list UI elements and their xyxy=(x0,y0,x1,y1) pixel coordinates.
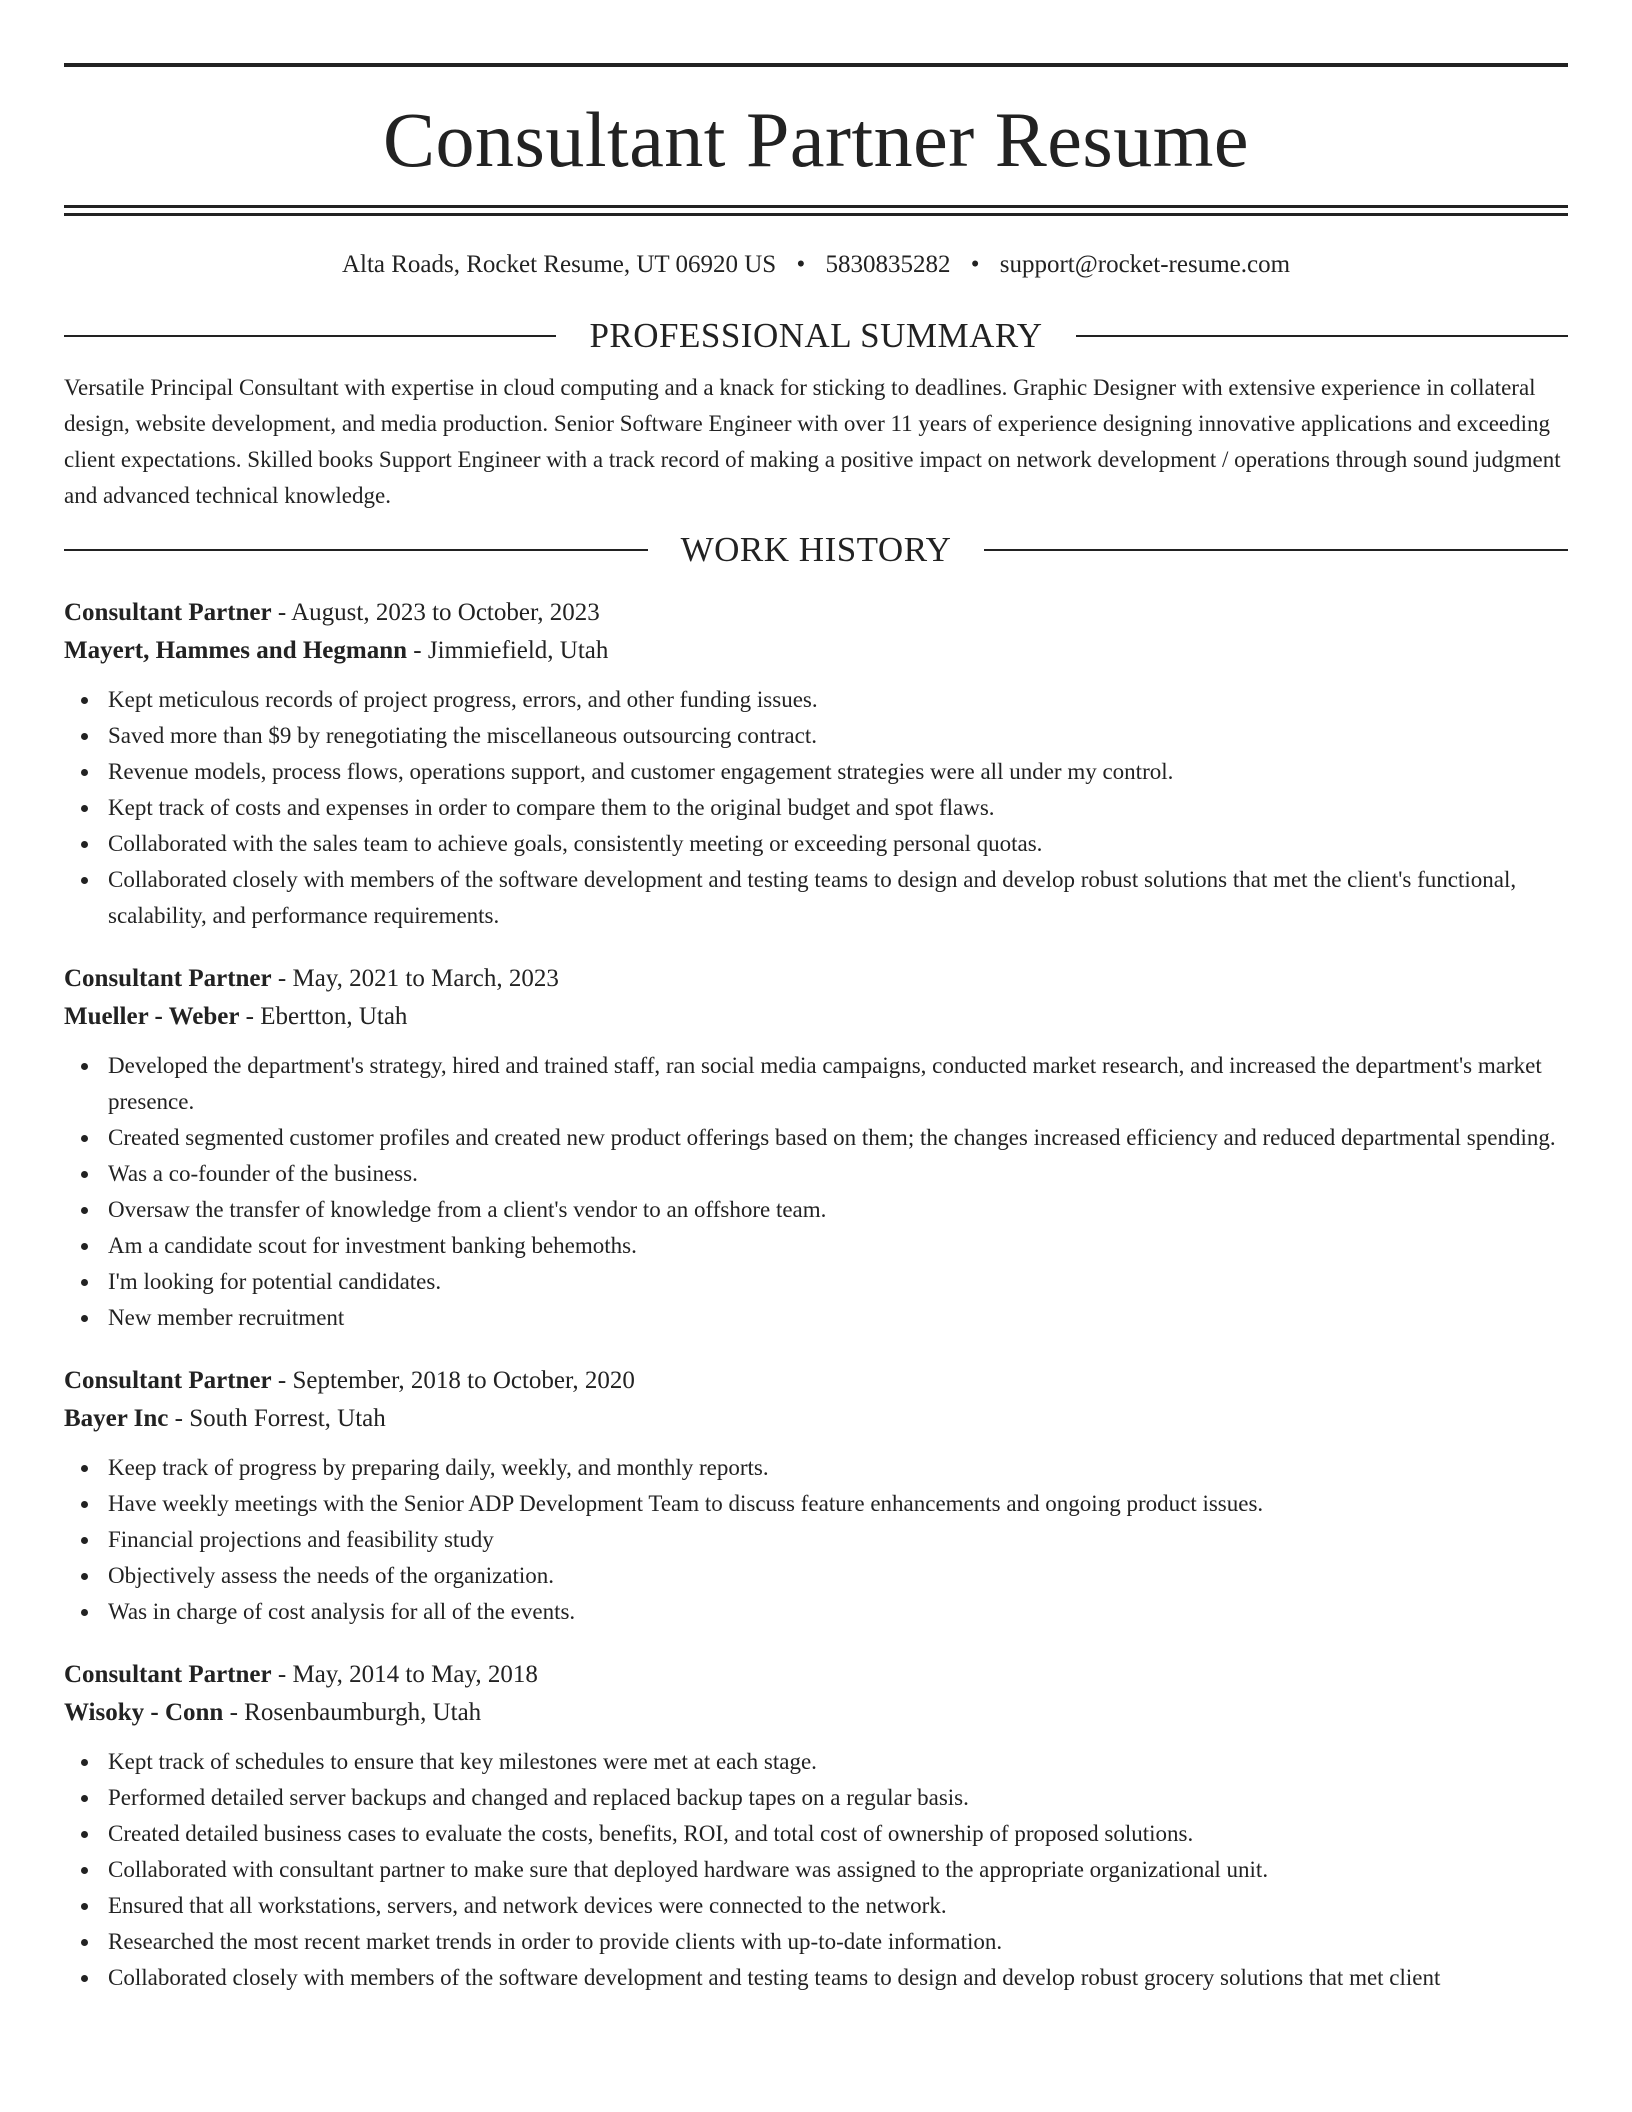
job-bullet: Kept track of schedules to ensure that key milestones were met at each stage. xyxy=(108,1744,1568,1780)
job-bullet: Collaborated closely with members of the software development and testing teams to design and develop robust grocery solutions that met client xyxy=(108,1960,1568,1996)
job-bullet: Ensured that all workstations, servers, and network devices were connected to the network. xyxy=(108,1888,1568,1924)
summary-heading xyxy=(64,316,1568,356)
summary-text: Versatile Principal Consultant with expertise in cloud computing and a knack for sticking to deadlines. Graphic Designer with extensive experience in collateral design, website development, and media production. Senior Software Engineer with over 11 years of experience designing innovative applications and exceeding client expectations. Skilled books Support Engineer with a track record of making a positive impact on network development / operations through sound judgment and advanced technical knowledge. xyxy=(64,375,1561,508)
top-rule xyxy=(64,63,1568,67)
job-bullet: Saved more than $9 by renegotiating the miscellaneous outsourcing contract. xyxy=(108,718,1568,754)
contact-email: support@rocket-resume.com xyxy=(999,251,1291,278)
job-location: Jimmiefield, Utah xyxy=(427,637,609,664)
job-bullet: Was a co-founder of the business. xyxy=(108,1156,1568,1192)
contact-line xyxy=(64,250,1568,280)
job-title-line xyxy=(64,1362,1568,1400)
job-company: Mayert, Hammes and Hegmann xyxy=(64,637,408,664)
dash: - xyxy=(168,1405,190,1432)
job-bullet: Collaborated with the sales team to achieve goals, consistently meeting or exceeding personal quotas. xyxy=(108,826,1568,862)
job-location: Rosenbaumburgh, Utah xyxy=(244,1699,482,1726)
job-location: South Forrest, Utah xyxy=(189,1405,386,1432)
job-entry xyxy=(64,594,1568,934)
heading-rule-right xyxy=(1076,335,1568,337)
job-bullet-list xyxy=(64,682,1568,934)
job-bullet: Collaborated closely with members of the software development and testing teams to design and develop robust solutions that met the client's functional, scalability, and performance requirements. xyxy=(108,862,1568,934)
job-bullet: Collaborated with consultant partner to make sure that deployed hardware was assigned to the appropriate organizational unit. xyxy=(108,1852,1568,1888)
job-title-line xyxy=(64,1656,1568,1694)
job-title: Consultant Partner xyxy=(64,599,272,626)
contact-separator: • xyxy=(970,251,980,278)
resume-page xyxy=(64,0,1568,1996)
job-bullet-list xyxy=(64,1450,1568,1630)
dash: - xyxy=(407,637,428,664)
dash: - xyxy=(271,599,292,626)
dash: - xyxy=(223,1699,245,1726)
job-bullet: I'm looking for potential candidates. xyxy=(108,1264,1568,1300)
job-dates: August, 2023 to October, 2023 xyxy=(291,599,600,626)
job-bullet: Objectively assess the needs of the organization. xyxy=(108,1558,1568,1594)
job-title: Consultant Partner xyxy=(64,965,272,992)
job-bullet: Created detailed business cases to evaluate the costs, benefits, ROI, and total cost of ownership of proposed solutions. xyxy=(108,1816,1568,1852)
job-bullet: Kept meticulous records of project progress, errors, and other funding issues. xyxy=(108,682,1568,718)
work-history-list xyxy=(64,594,1568,1996)
job-bullet: Oversaw the transfer of knowledge from a client's vendor to an offshore team. xyxy=(108,1192,1568,1228)
job-bullet: Keep track of progress by preparing daily, weekly, and monthly reports. xyxy=(108,1450,1568,1486)
job-company: Bayer Inc xyxy=(64,1405,169,1432)
dash: - xyxy=(271,1661,293,1688)
job-bullet: Have weekly meetings with the Senior ADP Development Team to discuss feature enhancements and ongoing product issues. xyxy=(108,1486,1568,1522)
job-company-line xyxy=(64,632,1568,670)
heading-rule-left xyxy=(64,335,556,337)
work-history-heading xyxy=(64,530,1568,570)
dash: - xyxy=(239,1003,261,1030)
job-title-line xyxy=(64,960,1568,998)
title-double-rule xyxy=(64,205,1568,216)
job-bullet: Developed the department's strategy, hired and trained staff, ran social media campaigns, conducted market research, and increased the department's market presence. xyxy=(108,1048,1568,1120)
job-bullet: Revenue models, process flows, operations support, and customer engagement strategies were all under my control. xyxy=(108,754,1568,790)
dash: - xyxy=(271,965,293,992)
job-company-line xyxy=(64,998,1568,1036)
job-entry xyxy=(64,1656,1568,1996)
job-entry xyxy=(64,1362,1568,1630)
job-bullet: Created segmented customer profiles and created new product offerings based on them; the changes increased efficiency and reduced departmental spending. xyxy=(108,1120,1568,1156)
contact-address: Alta Roads, Rocket Resume, UT 06920 US xyxy=(341,251,777,278)
job-company: Mueller - Weber xyxy=(64,1003,240,1030)
job-company-line xyxy=(64,1694,1568,1732)
job-bullet: Am a candidate scout for investment banking behemoths. xyxy=(108,1228,1568,1264)
job-title: Consultant Partner xyxy=(64,1661,272,1688)
heading-rule-right xyxy=(984,549,1568,551)
job-bullet: Researched the most recent market trends in order to provide clients with up-to-date information. xyxy=(108,1924,1568,1960)
job-dates: September, 2018 to October, 2020 xyxy=(292,1367,635,1394)
contact-separator: • xyxy=(796,251,806,278)
job-entry xyxy=(64,960,1568,1336)
job-title: Consultant Partner xyxy=(64,1367,272,1394)
job-dates: May, 2014 to May, 2018 xyxy=(292,1661,538,1688)
job-bullet: Performed detailed server backups and changed and replaced backup tapes on a regular basis. xyxy=(108,1780,1568,1816)
dash: - xyxy=(271,1367,293,1394)
job-company-line xyxy=(64,1400,1568,1438)
job-bullet: Was in charge of cost analysis for all of the events. xyxy=(108,1594,1568,1630)
job-bullet-list xyxy=(64,1048,1568,1336)
job-bullet-list xyxy=(64,1744,1568,1996)
job-company: Wisoky - Conn xyxy=(64,1699,224,1726)
job-bullet: Financial projections and feasibility study xyxy=(108,1522,1568,1558)
job-dates: May, 2021 to March, 2023 xyxy=(292,965,559,992)
work-history-heading-text: WORK HISTORY xyxy=(680,530,952,569)
job-location: Ebertton, Utah xyxy=(260,1003,408,1030)
job-title-line xyxy=(64,594,1568,632)
heading-rule-left xyxy=(64,549,648,551)
resume-title: Consultant Partner Resume xyxy=(382,96,1250,183)
job-bullet: Kept track of costs and expenses in order to compare them to the original budget and spot flaws. xyxy=(108,790,1568,826)
contact-phone: 5830835282 xyxy=(825,251,951,278)
summary-heading-text: PROFESSIONAL SUMMARY xyxy=(589,316,1043,355)
job-bullet: New member recruitment xyxy=(108,1300,1568,1336)
